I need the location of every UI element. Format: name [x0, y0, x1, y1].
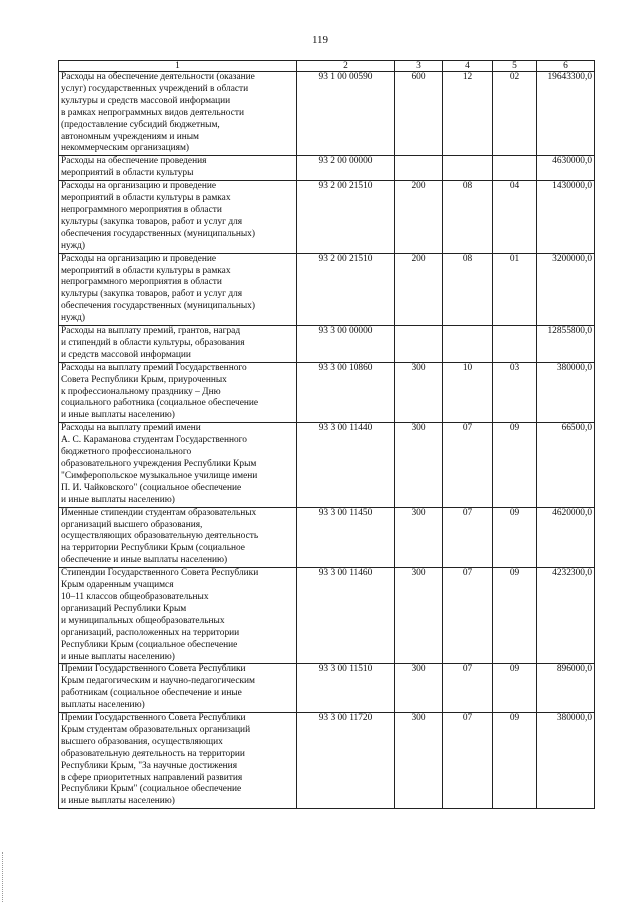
row-section-cell: 10 — [443, 362, 493, 423]
row-type-cell: 300 — [395, 507, 443, 568]
row-code-cell: 93 3 00 00000 — [297, 326, 395, 363]
row-code-cell: 93 2 00 21510 — [297, 181, 395, 253]
row-type-cell: 600 — [395, 72, 443, 156]
row-code-cell: 93 3 00 11720 — [297, 713, 395, 809]
row-section-cell: 08 — [443, 253, 493, 325]
row-name-cell: Расходы на обеспечение проведения мероприятий в области культуры — [59, 156, 297, 181]
row-subsection-cell: 09 — [493, 507, 537, 568]
row-amount-cell: 380000,0 — [537, 713, 595, 809]
row-code-cell: 93 1 00 00590 — [297, 72, 395, 156]
header-col-3: 3 — [395, 61, 443, 72]
table-row — [59, 423, 595, 507]
header-col-5: 5 — [493, 61, 537, 72]
row-name-cell: Премии Государственного Совета Республики Крым студентам образовательных организаций высшего образования, осуществляющих образовательную деятельность на территории Республики Крым, "За научные достижения в сфере приоритетных направлений развития Республики Крым" (социальное обеспечение и иные выплаты населению) — [59, 713, 297, 809]
header-col-2: 2 — [297, 61, 395, 72]
row-section-cell: 08 — [443, 181, 493, 253]
row-code-cell: 93 3 00 11440 — [297, 423, 395, 507]
row-amount-cell: 66500,0 — [537, 423, 595, 507]
row-name-cell: Расходы на выплату премий, грантов, наград и стипендий в области культуры, образования и средств массовой информации — [59, 326, 297, 363]
row-code-cell: 93 3 00 11510 — [297, 664, 395, 713]
page-number: 119 — [311, 34, 329, 46]
row-type-cell: 200 — [395, 181, 443, 253]
row-type-cell: 300 — [395, 568, 443, 664]
row-amount-cell: 3200000,0 — [537, 253, 595, 325]
row-section-cell: 07 — [443, 568, 493, 664]
row-subsection-cell: 09 — [493, 713, 537, 809]
table-row — [59, 362, 595, 423]
row-section-cell: 07 — [443, 664, 493, 713]
row-amount-cell: 896000,0 — [537, 664, 595, 713]
row-subsection-cell — [493, 156, 537, 181]
row-section-cell: 07 — [443, 507, 493, 568]
row-amount-cell: 380000,0 — [537, 362, 595, 423]
row-section-cell: 07 — [443, 713, 493, 809]
row-code-cell: 93 3 00 11460 — [297, 568, 395, 664]
row-amount-cell: 4630000,0 — [537, 156, 595, 181]
table-row — [59, 181, 595, 253]
row-amount-cell: 4232300,0 — [537, 568, 595, 664]
row-amount-cell: 4620000,0 — [537, 507, 595, 568]
table-body — [59, 72, 595, 809]
row-subsection-cell: 04 — [493, 181, 537, 253]
row-type-cell: 300 — [395, 423, 443, 507]
row-type-cell: 300 — [395, 713, 443, 809]
row-type-cell — [395, 156, 443, 181]
row-section-cell: 07 — [443, 423, 493, 507]
row-code-cell: 93 2 00 00000 — [297, 156, 395, 181]
row-code-cell: 93 3 00 11450 — [297, 507, 395, 568]
budget-table — [58, 60, 595, 809]
row-subsection-cell: 02 — [493, 72, 537, 156]
row-subsection-cell: 01 — [493, 253, 537, 325]
row-type-cell: 300 — [395, 664, 443, 713]
row-type-cell: 300 — [395, 362, 443, 423]
row-subsection-cell: 09 — [493, 664, 537, 713]
row-amount-cell: 19643300,0 — [537, 72, 595, 156]
table-row — [59, 507, 595, 568]
row-name-cell: Расходы на выплату премий Государственного Совета Республики Крым, приуроченных к профессиональному празднику – Дню социального работника (социальное обеспечение и иные выплаты населению) — [59, 362, 297, 423]
table-row — [59, 253, 595, 325]
table-row — [59, 326, 595, 363]
row-name-cell: Расходы на организацию и проведение мероприятий в области культуры в рамках непрограммного мероприятия в области культуры (закупка товаров, работ и услуг для обеспечения государственных (муниципальных) нужд) — [59, 181, 297, 253]
row-type-cell — [395, 326, 443, 363]
table-row — [59, 568, 595, 664]
margin-marks — [2, 852, 7, 902]
table-row — [59, 664, 595, 713]
row-code-cell: 93 2 00 21510 — [297, 253, 395, 325]
header-col-6: 6 — [537, 61, 595, 72]
row-section-cell — [443, 326, 493, 363]
header-col-1: 1 — [59, 61, 297, 72]
row-amount-cell: 1430000,0 — [537, 181, 595, 253]
row-subsection-cell: 09 — [493, 568, 537, 664]
table-header — [59, 61, 595, 72]
table-row — [59, 72, 595, 156]
row-name-cell: Расходы на организацию и проведение мероприятий в области культуры в рамках непрограммного мероприятия в области культуры (закупка товаров, работ и услуг для обеспечения государственных (муниципальных) нужд) — [59, 253, 297, 325]
row-name-cell: Расходы на обеспечение деятельности (оказание услуг) государственных учреждений в области культуры и средств массовой информации в рамках непрограммных видов деятельности (предоставление субсидий бюджетным, автономным учреждениям и иным некоммерческим организациям) — [59, 72, 297, 156]
row-code-cell: 93 3 00 10860 — [297, 362, 395, 423]
row-type-cell: 200 — [395, 253, 443, 325]
row-amount-cell: 12855800,0 — [537, 326, 595, 363]
row-subsection-cell — [493, 326, 537, 363]
header-col-4: 4 — [443, 61, 493, 72]
header-row — [59, 61, 595, 72]
row-name-cell: Именные стипендии студентам образовательных организаций высшего образования, осуществляющих образовательную деятельность на территории Республики Крым (социальное обеспечение и иные выплаты населению) — [59, 507, 297, 568]
row-name-cell: Премии Государственного Совета Республики Крым педагогическим и научно-педагогическим работникам (социальное обеспечение и иные выплаты населению) — [59, 664, 297, 713]
row-subsection-cell: 09 — [493, 423, 537, 507]
table-row — [59, 713, 595, 809]
row-section-cell — [443, 156, 493, 181]
row-name-cell: Расходы на выплату премий имени А. С. Караманова студентам Государственного бюджетного профессионального образовательного учреждения Республики Крым "Симферопольское музыкальное училище имени П. И. Чайковского" (социальное обеспечение и иные выплаты населению) — [59, 423, 297, 507]
table-row — [59, 156, 595, 181]
row-name-cell: Стипендии Государственного Совета Республики Крым одаренным учащимся 10–11 классов общеобразовательных организаций Республики Крым и муниципальных общеобразовательных организаций, расположенных на территории Республики Крым (социальное обеспечение и иные выплаты населению) — [59, 568, 297, 664]
row-subsection-cell: 03 — [493, 362, 537, 423]
row-section-cell: 12 — [443, 72, 493, 156]
